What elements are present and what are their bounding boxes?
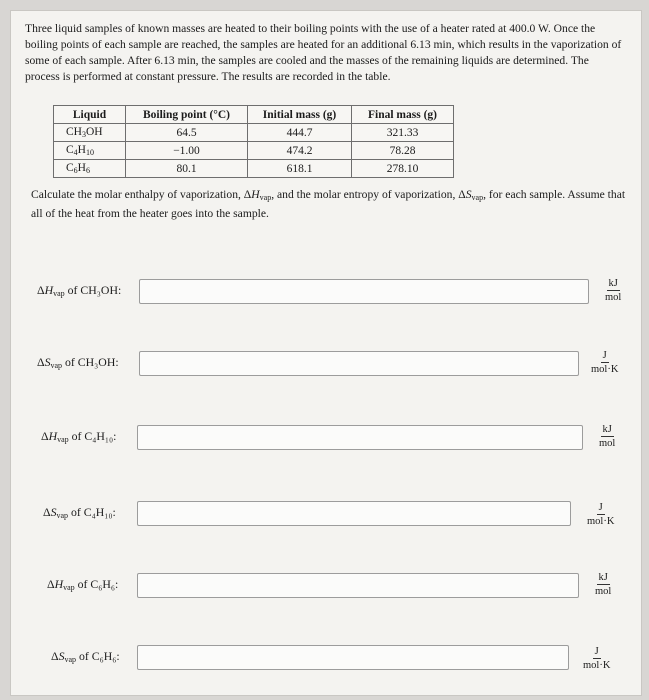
unit-kj-per-mol: kJ mol <box>599 424 616 449</box>
table-row <box>54 160 454 178</box>
answer-row-s-c4h10 <box>11 497 643 537</box>
unit-kj-per-mol: kJ mol <box>605 278 622 303</box>
answer-row-h-c4h10 <box>11 421 643 461</box>
header-final-mass: Final mass (g) <box>352 106 454 124</box>
header-boiling-point: Boiling point (°C) <box>126 106 248 124</box>
final-mass-cell: 78.28 <box>352 142 454 160</box>
unit-j-per-mol-k: J mol·K <box>583 646 611 671</box>
problem-sheet <box>10 10 642 696</box>
entropy-c6h6-input[interactable] <box>137 645 569 670</box>
table-row <box>54 142 454 160</box>
instructions: Calculate the molar enthalpy of vaporization, $\Delta H_{vap}$, and the molar entropy of vaporization, $\Delta S_{vap}$, for each sample. Assume that all of the heat from the heater goes into the sample. <box>31 188 626 220</box>
enthalpy-ch3oh-input[interactable] <box>139 279 589 304</box>
header-initial-mass: Initial mass (g) <box>248 106 352 124</box>
table-header-row <box>54 106 454 124</box>
initial-mass-cell: 618.1 <box>248 160 352 178</box>
boiling-point-cell: 64.5 <box>126 124 248 142</box>
initial-mass-cell: 444.7 <box>248 124 352 142</box>
results-table <box>53 105 454 178</box>
entropy-ch3oh-input[interactable] <box>139 351 579 376</box>
enthalpy-c6h6-input[interactable] <box>137 573 579 598</box>
liquid-cell: $C_4H_{10}$ <box>54 142 126 160</box>
answer-label: $\Delta S_{vap}$ of C₆H₆: <box>51 649 120 664</box>
problem-statement: Three liquid samples of known masses are heated to their boiling points with the use of a heater rated at 400.0 W. Once the boiling points of each sample are reached, the samples are heated for an additional 6.13 min, which results in the vaporization of some of each sample. After 6.13 min, the samples are cooled and the masses of the remaining liquids are determined. The process is performed at constant pressure. The results are recorded in the table. <box>25 22 622 83</box>
answer-label: $\Delta H_{vap}$ of CH₃OH: <box>37 283 122 298</box>
initial-mass-cell: 474.2 <box>248 142 352 160</box>
answer-label: $\Delta H_{vap}$ of C₆H₆: <box>47 577 119 592</box>
answer-label: $\Delta S_{vap}$ of CH₃OH: <box>37 355 119 370</box>
answer-label: $\Delta H_{vap}$ of C₄H₁₀: <box>41 429 117 444</box>
boiling-point-cell: −1.00 <box>126 142 248 160</box>
unit-kj-per-mol: kJ mol <box>595 572 612 597</box>
boiling-point-cell: 80.1 <box>126 160 248 178</box>
answer-label: $\Delta S_{vap}$ of C₄H₁₀: <box>43 505 116 520</box>
unit-j-per-mol-k: J mol·K <box>587 502 615 527</box>
table-row <box>54 124 454 142</box>
header-liquid: Liquid <box>54 106 126 124</box>
answer-row-h-ch3oh <box>11 275 643 315</box>
answer-row-h-c6h6 <box>11 569 643 609</box>
unit-j-per-mol-k: J mol·K <box>591 350 619 375</box>
answer-row-s-ch3oh <box>11 347 643 387</box>
entropy-c4h10-input[interactable] <box>137 501 571 526</box>
enthalpy-c4h10-input[interactable] <box>137 425 583 450</box>
liquid-cell: $CH_3OH$ <box>54 124 126 142</box>
final-mass-cell: 278.10 <box>352 160 454 178</box>
final-mass-cell: 321.33 <box>352 124 454 142</box>
answer-row-s-c6h6 <box>11 641 643 681</box>
liquid-cell: $C_6H_6$ <box>54 160 126 178</box>
